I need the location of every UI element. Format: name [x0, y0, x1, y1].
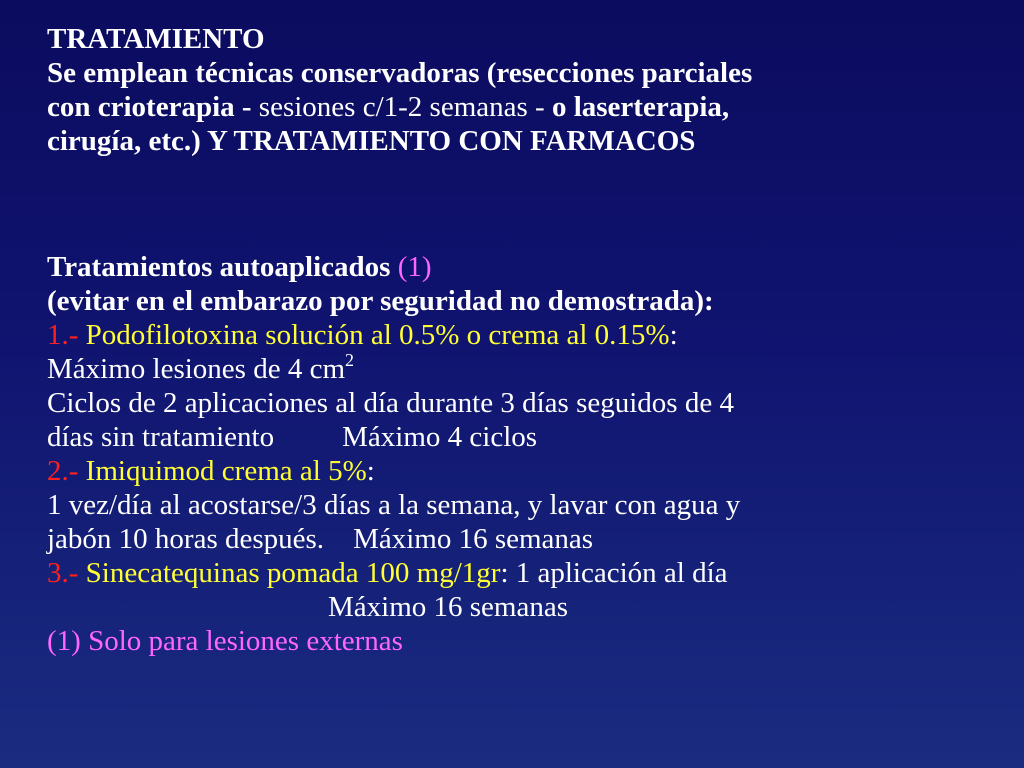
item-3-rest: : 1 aplicación al día	[500, 557, 728, 589]
self-applied-heading	[47, 250, 987, 284]
item-2-line-1: 1 vez/día al acostarse/3 días a la semana, y lavar con agua y	[47, 489, 741, 521]
treatment-line-2-bold-b: o laserterapia,	[551, 91, 730, 123]
item-3-name: Sinecatequinas pomada 100 mg/1gr	[78, 557, 501, 589]
self-applied-section	[47, 250, 987, 658]
item-3-max-line	[47, 590, 987, 624]
item-2-line-2	[47, 522, 987, 556]
item-2-name: Imiquimod crema al 5%	[78, 455, 367, 487]
footnote: (1) Solo para lesiones externas	[47, 625, 403, 657]
item-3-number: 3.-	[47, 557, 79, 589]
treatment-line-2-normal: sesiones c/1-2 semanas -	[258, 91, 552, 123]
item-1-colon: :	[669, 319, 678, 351]
self-applied-heading-ref: (1)	[397, 251, 432, 283]
item-1-name: Podofilotoxina solución al 0.5% o crema al 0.15%	[78, 319, 670, 351]
item-1-max-cycles: Máximo 4 ciclos	[342, 421, 538, 453]
item-2-title	[47, 454, 987, 488]
item-2-line-2-text: jabón 10 horas después.	[47, 523, 325, 555]
item-1-cycles-line-1: Ciclos de 2 aplicaciones al día durante 3 días seguidos de 4	[47, 387, 734, 419]
item-2-max: Máximo 16 semanas	[353, 523, 594, 555]
item-3-max: Máximo 16 semanas	[328, 591, 569, 623]
item-1-max-area	[47, 352, 987, 386]
item-1-title	[47, 318, 987, 352]
treatment-line-2	[47, 90, 947, 124]
item-2-number: 2.-	[47, 455, 79, 487]
item-1-max-area-sup: 2	[345, 350, 355, 370]
self-applied-subheading: (evitar en el embarazo por seguridad no demostrada):	[47, 285, 714, 317]
self-applied-heading-text: Tratamientos autoaplicados	[47, 251, 398, 283]
item-1-cycles-line-2-text: días sin tratamiento	[47, 421, 275, 453]
item-3-title	[47, 556, 987, 590]
treatment-section	[47, 22, 947, 158]
treatment-line-2-bold-a: con crioterapia -	[47, 91, 259, 123]
item-2-colon: :	[366, 455, 375, 487]
item-1-number: 1.-	[47, 319, 79, 351]
treatment-line-3: cirugía, etc.) Y TRATAMIENTO CON FARMACOS	[47, 125, 696, 157]
item-1-max-area-text: Máximo lesiones de 4 cm	[47, 353, 346, 385]
treatment-heading: TRATAMIENTO	[47, 23, 265, 55]
item-1-cycles-line-2	[47, 420, 987, 454]
treatment-line-1: Se emplean técnicas conservadoras (resecciones parciales	[47, 57, 753, 89]
